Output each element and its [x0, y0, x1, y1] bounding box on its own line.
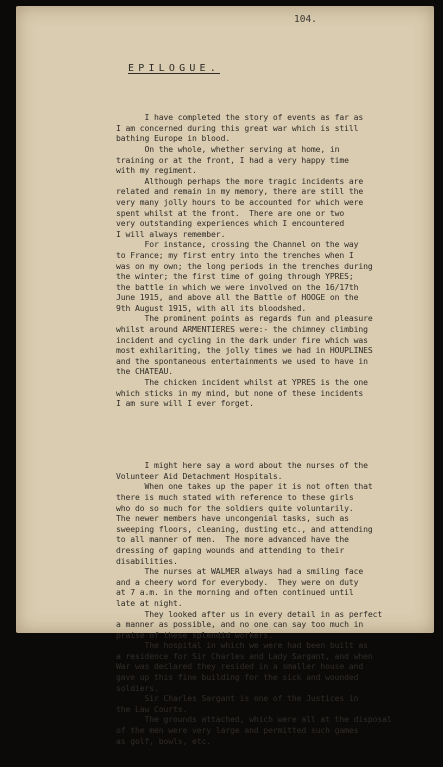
text-line: soldiers. [116, 682, 159, 693]
text-line: gave up this fine building for the sick and wounded [116, 672, 359, 683]
text-line: most exhilariting, the jolly times we had in HOUPLINES [116, 345, 373, 356]
text-line: training or at the front, I had a very happy time [116, 154, 349, 165]
text-line: I am concerned during this great war which is still [116, 122, 359, 133]
text-line: related and remain in my memory, there are still the [116, 186, 364, 197]
text-line: sweeping floors, cleaning, dusting etc., and attending [116, 523, 373, 534]
text-line: Sir Charles Sargant is one of the Justices in [116, 693, 359, 704]
document-page [16, 6, 434, 746]
text-line: late at night. [116, 597, 183, 608]
text-line: whilst around ARMENTIERES were:- the chimney climbing [116, 324, 368, 335]
section-gap [116, 430, 428, 439]
text-line: When one takes up the paper it is not often that [116, 481, 373, 492]
text-line: and a cheery word for everybody. They were on duty [116, 576, 359, 587]
text-line: the Law Courts. [116, 703, 188, 714]
text-line: War was declared they resided in a smaller house and [116, 661, 364, 672]
text-line: at 7 a.m. in the morning and often continued until [116, 587, 354, 598]
page-number: 104. [294, 14, 317, 25]
text-line: The prominent points as regards fun and pleasure [116, 313, 373, 324]
text-line: the battle in which we were involved on the 16/17th [116, 281, 359, 292]
text-line: disabilities. [116, 555, 178, 566]
text-line: The grounds attached, which were all at the disposal [116, 714, 392, 725]
text-line: a residence for Sir Charles and Lady Sargant, and when [116, 650, 373, 661]
text-line: 9th August 1915, with all its bloodshed. [116, 302, 307, 313]
text-line: They looked after us in every detail in as perfect [116, 608, 383, 619]
text-line: as golf, bowls, etc. [116, 735, 212, 746]
paragraph-group-1 [116, 112, 428, 409]
text-line: On the whole, whether serving at home, in [116, 143, 340, 154]
text-line: a manner as possible, and no one can say too much in [116, 619, 364, 630]
text-line: the CHATEAU. [116, 366, 174, 377]
text-line: dressing of gaping wounds and attending to their [116, 544, 345, 555]
text-line: there is much stated with reference to these girls [116, 491, 354, 502]
text-line: to France; my first entry into the trenches when I [116, 249, 354, 260]
text-line: of the men were very large and permitted such games [116, 725, 359, 736]
text-line: Volunteer Aid Detachment Hospitals. [116, 470, 283, 481]
text-line: I might here say a word about the nurses of the [116, 460, 368, 471]
text-line: praise of these splendid workers. [116, 629, 273, 640]
text-line: bathing Europe in blood. [116, 133, 231, 144]
text-line: and the spontaneous entertainments we used to have in [116, 355, 368, 366]
text-line: June 1915, and above all the Battle of HOOGE on the [116, 292, 359, 303]
text-line: I am sure will I ever forget. [116, 398, 254, 409]
text-line: who do so much for the soldiers quite voluntarily. [116, 502, 354, 513]
text-line: to all manner of men. The more advanced have the [116, 534, 349, 545]
text-line: I have completed the story of events as far as [116, 112, 364, 123]
page-title: EPILOGUE. [128, 63, 220, 74]
text-line: with my regiment. [116, 165, 197, 176]
paragraph-group-2 [116, 460, 428, 746]
text-line: For instance, crossing the Channel on the way [116, 239, 359, 250]
text-line: The hospital in which we were had been built as [116, 640, 368, 651]
text-line: The newer members have uncongenial tasks, such as [116, 513, 349, 524]
text-line: Although perhaps the more tragic incidents are [116, 175, 364, 186]
text-line: I will always remember. [116, 228, 226, 239]
text-line: The chicken incident whilst at YPRES is the one [116, 377, 368, 388]
text-line: was on my own; the long periods in the trenches during [116, 260, 373, 271]
text-line: very outstanding experiences which I encountered [116, 218, 345, 229]
document-body [116, 91, 428, 767]
text-line: very many jolly hours to be accounted for which were [116, 196, 364, 207]
text-line: spent whilst at the front. There are one or two [116, 207, 345, 218]
text-line: the winter; the first time of going through YPRES; [116, 271, 354, 282]
text-line: incident and cycling in the dark under fire which was [116, 334, 368, 345]
text-line: The nurses at WALMER always had a smiling face [116, 566, 364, 577]
text-line: which sticks in my mind, but none of these incidents [116, 387, 364, 398]
